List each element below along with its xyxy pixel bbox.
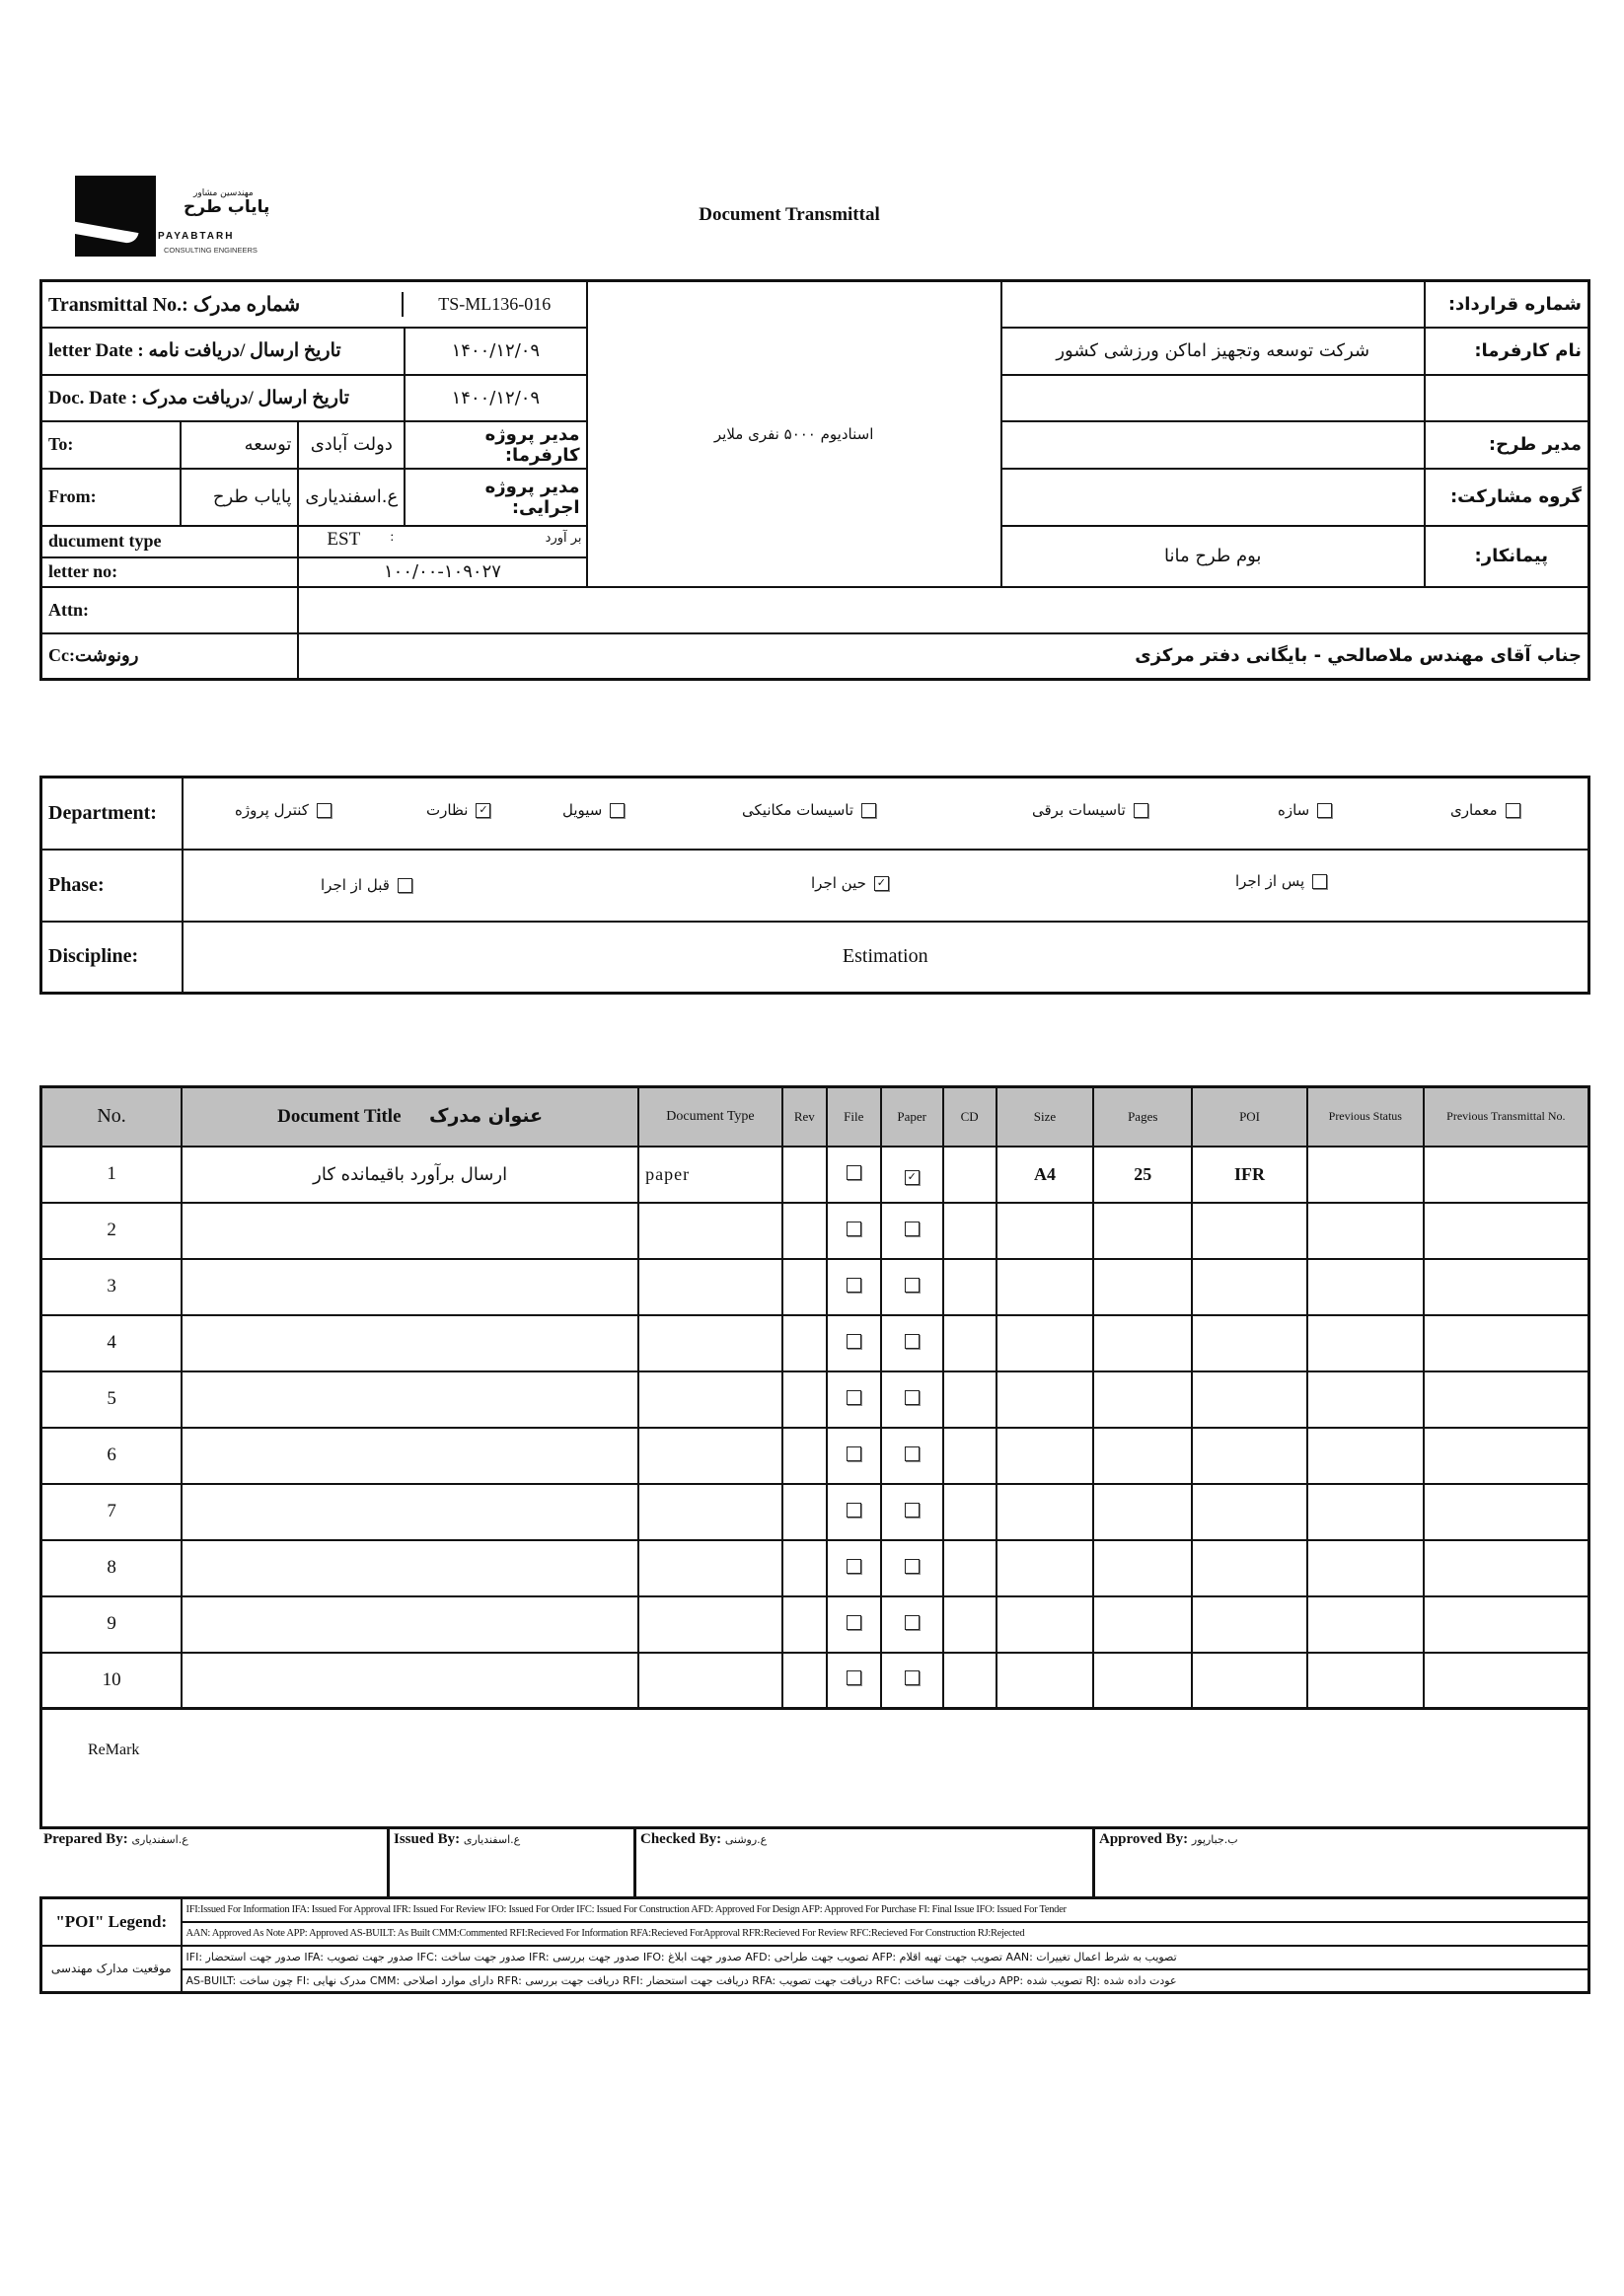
checkbox-checked[interactable]: ✓ bbox=[476, 803, 490, 818]
pages-cell[interactable] bbox=[1093, 1315, 1192, 1371]
project-manager-label: مدیر طرح: bbox=[1425, 421, 1589, 469]
previous-status-cell[interactable] bbox=[1307, 1428, 1424, 1484]
checkbox[interactable] bbox=[905, 1334, 920, 1349]
rev-cell[interactable] bbox=[782, 1147, 827, 1203]
doc-date-label: Doc. Date : تاریخ ارسال /دریافت مدرک bbox=[41, 375, 406, 421]
poi-legend-table bbox=[39, 1896, 1590, 1994]
document-title-cell[interactable] bbox=[182, 1484, 638, 1540]
blank-field-label bbox=[1425, 375, 1589, 421]
pages-cell[interactable] bbox=[1093, 1540, 1192, 1596]
to-person: دولت آبادی bbox=[298, 421, 405, 469]
previous-transmittal-cell[interactable] bbox=[1424, 1596, 1589, 1653]
attn-label: Attn: bbox=[41, 587, 299, 633]
col-pages: Pages bbox=[1093, 1087, 1192, 1147]
department-option-civil[interactable]: سیویل bbox=[562, 801, 625, 819]
cd-cell[interactable] bbox=[943, 1147, 997, 1203]
document-type-cell[interactable] bbox=[638, 1315, 782, 1371]
document-title-cell[interactable] bbox=[182, 1596, 638, 1653]
project-name: اسنادیوم ۵۰۰۰ نفری ملایر bbox=[587, 281, 1001, 587]
checkbox[interactable] bbox=[1506, 803, 1520, 818]
table-row bbox=[41, 1371, 1589, 1428]
paper-checkbox-cell bbox=[881, 1259, 943, 1315]
poi-cell[interactable] bbox=[1192, 1540, 1307, 1596]
letter-date-label: letter Date : تاریخ ارسال /دریافت نامه bbox=[41, 328, 406, 375]
transmittal-no-value: TS-ML136-016 bbox=[438, 293, 552, 314]
paper-checkbox-cell bbox=[881, 1371, 943, 1428]
department-options bbox=[183, 778, 1589, 850]
previous-transmittal-cell[interactable] bbox=[1424, 1653, 1589, 1709]
poi-cell[interactable] bbox=[1192, 1653, 1307, 1709]
row-number[interactable]: 1 bbox=[41, 1147, 183, 1203]
paper-checkbox-cell bbox=[881, 1596, 943, 1653]
signature-prepared: Prepared By: ع.اسفندیاری bbox=[39, 1827, 390, 1898]
document-title-cell[interactable]: ارسال برآورد باقیمانده کار bbox=[182, 1147, 638, 1203]
size-cell[interactable] bbox=[997, 1315, 1094, 1371]
client-name-label: نام کارفرما: bbox=[1425, 328, 1589, 375]
poi-cell[interactable] bbox=[1192, 1484, 1307, 1540]
row-number[interactable]: 10 bbox=[41, 1653, 183, 1709]
document-type-cell[interactable] bbox=[638, 1540, 782, 1596]
remark-label: ReMark bbox=[88, 1741, 140, 1758]
document-title-cell[interactable] bbox=[182, 1203, 638, 1259]
letter-date-value: ۱۴۰۰/۱۲/۰۹ bbox=[405, 328, 586, 375]
checkbox-checked[interactable]: ✓ bbox=[905, 1170, 920, 1185]
paper-checkbox-cell bbox=[881, 1653, 943, 1709]
pages-cell[interactable]: 25 bbox=[1093, 1147, 1192, 1203]
poi-cell[interactable] bbox=[1192, 1596, 1307, 1653]
cd-cell[interactable] bbox=[943, 1484, 997, 1540]
checkbox[interactable] bbox=[905, 1278, 920, 1293]
cd-cell[interactable] bbox=[943, 1315, 997, 1371]
row-number[interactable]: 2 bbox=[41, 1203, 183, 1259]
letter-no-value: ۱۰۰/۰۰-۱۰۹۰۲۷ bbox=[298, 557, 586, 587]
previous-status-cell[interactable] bbox=[1307, 1596, 1424, 1653]
document-type-cell[interactable] bbox=[638, 1428, 782, 1484]
poi-cell[interactable] bbox=[1192, 1315, 1307, 1371]
previous-status-cell[interactable] bbox=[1307, 1259, 1424, 1315]
col-rev: Rev bbox=[782, 1087, 827, 1147]
department-option-project-control[interactable]: کنترل پروژه bbox=[235, 801, 332, 819]
previous-transmittal-cell[interactable] bbox=[1424, 1371, 1589, 1428]
col-paper: Paper bbox=[881, 1087, 943, 1147]
file-checkbox-cell bbox=[827, 1147, 881, 1203]
row-number[interactable]: 4 bbox=[41, 1315, 183, 1371]
engineering-docs-status-label: موقعیت مدارک مهندسی bbox=[41, 1946, 182, 1993]
rev-cell[interactable] bbox=[782, 1484, 827, 1540]
size-cell[interactable]: A4 bbox=[997, 1147, 1094, 1203]
table-row bbox=[41, 1259, 1589, 1315]
row-number[interactable]: 5 bbox=[41, 1371, 183, 1428]
poi-legend-en-line2: AAN: Approved As Note APP: Approved AS-BUILT: As Built CMM:Commented RFI:Recieved For Information RFA:Recieved ForApproval RFR:Recieved For Review RFC:Recieved For Construction RJ:Rejected bbox=[182, 1922, 1589, 1946]
checkbox[interactable] bbox=[905, 1390, 920, 1405]
file-checkbox-cell bbox=[827, 1484, 881, 1540]
department-option-electrical[interactable]: تاسیسات برقی bbox=[1032, 801, 1148, 819]
partnership-group-label: گروه مشارکت: bbox=[1425, 469, 1589, 526]
poi-legend-label: "POI" Legend: bbox=[41, 1898, 182, 1946]
logo-subtitle-fa: مهندسین مشاور bbox=[193, 188, 254, 198]
poi-legend-fa-line2: AS-BUILT: چون ساخت FI: مدرک نهایی CMM: دارای موارد اصلاحی RFR: دریافت جهت بررسی RFI: دریافت جهت استحضار RFA: دریافت جهت تصویب RFC: دریافت جهت ساخت APP: تصویب شده RJ: عودت داده شده bbox=[182, 1969, 1589, 1993]
checkbox[interactable] bbox=[905, 1559, 920, 1574]
previous-status-cell[interactable] bbox=[1307, 1540, 1424, 1596]
rev-cell[interactable] bbox=[782, 1315, 827, 1371]
document-type-cell[interactable] bbox=[638, 1259, 782, 1315]
signature-checked: Checked By: ع.روشنی bbox=[636, 1827, 1095, 1898]
previous-transmittal-cell[interactable] bbox=[1424, 1315, 1589, 1371]
cc-label: Cc:رونوشت bbox=[41, 633, 299, 680]
pages-cell[interactable] bbox=[1093, 1371, 1192, 1428]
col-file: File bbox=[827, 1087, 881, 1147]
project-manager-value bbox=[1001, 421, 1425, 469]
cd-cell[interactable] bbox=[943, 1540, 997, 1596]
col-previous-transmittal: Previous Transmittal No. bbox=[1424, 1087, 1589, 1147]
previous-status-cell[interactable] bbox=[1307, 1653, 1424, 1709]
cd-cell[interactable] bbox=[943, 1428, 997, 1484]
size-cell[interactable] bbox=[997, 1653, 1094, 1709]
col-type: Document Type bbox=[638, 1087, 782, 1147]
checkbox[interactable] bbox=[905, 1446, 920, 1461]
logo-name-en: PAYABTARH bbox=[158, 231, 235, 242]
to-role-label: مدیر پروژه کارفرما: bbox=[405, 421, 586, 469]
poi-cell[interactable] bbox=[1192, 1428, 1307, 1484]
doc-date-value: ۱۴۰۰/۱۲/۰۹ bbox=[405, 375, 586, 421]
phase-option-before[interactable]: قبل از اجرا bbox=[321, 876, 412, 894]
paper-checkbox-cell bbox=[881, 1315, 943, 1371]
file-checkbox-cell bbox=[827, 1259, 881, 1315]
document-type-cell[interactable]: paper bbox=[638, 1147, 782, 1203]
attn-value bbox=[298, 587, 1588, 633]
checkbox[interactable] bbox=[610, 803, 625, 818]
pages-cell[interactable] bbox=[1093, 1428, 1192, 1484]
logo-name-fa: پایاب طرح bbox=[184, 197, 270, 217]
previous-transmittal-cell[interactable] bbox=[1424, 1540, 1589, 1596]
contractor-value: بوم طرح مانا bbox=[1001, 526, 1425, 587]
checkbox[interactable] bbox=[847, 1559, 861, 1574]
file-checkbox-cell bbox=[827, 1653, 881, 1709]
rev-cell[interactable] bbox=[782, 1596, 827, 1653]
department-label: Department: bbox=[41, 778, 183, 850]
cd-cell[interactable] bbox=[943, 1259, 997, 1315]
table-header-row bbox=[41, 1087, 1589, 1147]
checkbox[interactable] bbox=[847, 1334, 861, 1349]
checkbox[interactable] bbox=[398, 878, 412, 893]
poi-legend-en-line1: IFI:Issued For Information IFA: Issued For Approval IFR: Issued For Review IFO: Issued For Order IFC: Issued For Construction AFD: Approved For Design AFP: Approved For Purchase FI: Final Issue IFO: Issued For Tender bbox=[182, 1898, 1589, 1922]
paper-checkbox-cell bbox=[881, 1428, 943, 1484]
col-no: No. bbox=[41, 1087, 183, 1147]
paper-checkbox-cell bbox=[881, 1540, 943, 1596]
documents-table bbox=[39, 1085, 1590, 1710]
contract-no-value bbox=[1001, 281, 1425, 328]
previous-status-cell[interactable] bbox=[1307, 1203, 1424, 1259]
table-row bbox=[41, 1596, 1589, 1653]
size-cell[interactable] bbox=[997, 1428, 1094, 1484]
document-type-code: EST bbox=[327, 528, 361, 550]
previous-status-cell[interactable] bbox=[1307, 1315, 1424, 1371]
document-type-fa: بر آورد bbox=[545, 530, 582, 546]
row-number[interactable]: 3 bbox=[41, 1259, 183, 1315]
cd-cell[interactable] bbox=[943, 1596, 997, 1653]
table-row bbox=[41, 1147, 1589, 1203]
document-type-cell[interactable] bbox=[638, 1596, 782, 1653]
transmittal-info-table bbox=[39, 279, 1590, 681]
checkbox[interactable] bbox=[905, 1670, 920, 1685]
row-number[interactable]: 6 bbox=[41, 1428, 183, 1484]
rev-cell[interactable] bbox=[782, 1428, 827, 1484]
row-number[interactable]: 8 bbox=[41, 1540, 183, 1596]
size-cell[interactable] bbox=[997, 1371, 1094, 1428]
contract-no-label: شماره قرارداد: bbox=[1425, 281, 1589, 328]
rev-cell[interactable] bbox=[782, 1203, 827, 1259]
cd-cell[interactable] bbox=[943, 1371, 997, 1428]
signature-issued: Issued By: ع.اسفندیاری bbox=[390, 1827, 636, 1898]
checkbox[interactable] bbox=[847, 1278, 861, 1293]
checkbox[interactable] bbox=[847, 1670, 861, 1685]
logo-subtitle-en: CONSULTING ENGINEERS bbox=[164, 246, 258, 255]
previous-transmittal-cell[interactable] bbox=[1424, 1259, 1589, 1315]
col-size: Size bbox=[997, 1087, 1094, 1147]
checkbox[interactable] bbox=[1312, 874, 1327, 889]
checkbox[interactable] bbox=[1317, 803, 1332, 818]
document-title-cell[interactable] bbox=[182, 1371, 638, 1428]
discipline-value: Estimation bbox=[183, 922, 1589, 994]
file-checkbox-cell bbox=[827, 1371, 881, 1428]
file-checkbox-cell bbox=[827, 1596, 881, 1653]
size-cell[interactable] bbox=[997, 1540, 1094, 1596]
checkbox-checked[interactable]: ✓ bbox=[874, 876, 889, 891]
rev-cell[interactable] bbox=[782, 1653, 827, 1709]
pages-cell[interactable] bbox=[1093, 1259, 1192, 1315]
previous-status-cell[interactable] bbox=[1307, 1371, 1424, 1428]
document-type-cell[interactable] bbox=[638, 1203, 782, 1259]
pages-cell[interactable] bbox=[1093, 1596, 1192, 1653]
poi-legend-fa-line1: IFI: صدور جهت استحضار IFA: صدور جهت تصویب IFC: صدور جهت ساخت IFR: صدور جهت بررسی IFO: صدور جهت ابلاغ AFD: تصویب جهت طراحی AFP: تصویب جهت تهیه اقلام AAN: تصویب به شرط اعمال تغییرات bbox=[182, 1946, 1589, 1969]
pages-cell[interactable] bbox=[1093, 1484, 1192, 1540]
file-checkbox-cell bbox=[827, 1315, 881, 1371]
checkbox[interactable] bbox=[847, 1615, 861, 1630]
col-title: Document Title عنوان مدرک bbox=[182, 1087, 638, 1147]
col-poi: POI bbox=[1192, 1087, 1307, 1147]
poi-cell[interactable] bbox=[1192, 1371, 1307, 1428]
cd-cell[interactable] bbox=[943, 1203, 997, 1259]
checkbox[interactable] bbox=[905, 1222, 920, 1236]
checkbox[interactable] bbox=[1134, 803, 1148, 818]
table-row bbox=[41, 1203, 1589, 1259]
from-person: ع.اسفندیاری bbox=[298, 469, 405, 526]
checkbox[interactable] bbox=[905, 1615, 920, 1630]
letter-no-label: letter no: bbox=[41, 557, 299, 587]
pages-cell[interactable] bbox=[1093, 1653, 1192, 1709]
paper-checkbox-cell bbox=[881, 1203, 943, 1259]
size-cell[interactable] bbox=[997, 1259, 1094, 1315]
partnership-group-value bbox=[1001, 469, 1425, 526]
paper-checkbox-cell bbox=[881, 1484, 943, 1540]
previous-transmittal-cell[interactable] bbox=[1424, 1203, 1589, 1259]
document-type-value: EST : بر آورد bbox=[298, 526, 586, 557]
from-label: From: bbox=[41, 469, 181, 526]
previous-status-cell[interactable] bbox=[1307, 1484, 1424, 1540]
client-name-value: شرکت توسعه وتجهیز اماکن ورزشی کشور bbox=[1001, 328, 1425, 375]
checkbox[interactable] bbox=[847, 1390, 861, 1405]
document-type-cell[interactable] bbox=[638, 1484, 782, 1540]
blank-field-value bbox=[1001, 375, 1425, 421]
poi-cell[interactable] bbox=[1192, 1259, 1307, 1315]
document-title-cell[interactable] bbox=[182, 1315, 638, 1371]
table-row bbox=[41, 1315, 1589, 1371]
table-row bbox=[41, 1653, 1589, 1709]
checkbox[interactable] bbox=[861, 803, 876, 818]
phase-option-during[interactable]: ✓ حین اجرا bbox=[811, 874, 889, 892]
checkbox[interactable] bbox=[847, 1446, 861, 1461]
document-title-cell[interactable] bbox=[182, 1653, 638, 1709]
document-type-cell[interactable] bbox=[638, 1371, 782, 1428]
page-title: Document Transmittal bbox=[699, 204, 880, 225]
rev-cell[interactable] bbox=[782, 1259, 827, 1315]
table-row bbox=[41, 1428, 1589, 1484]
table-row bbox=[41, 1484, 1589, 1540]
from-role-label: مدیر پروژه اجرایی: bbox=[405, 469, 586, 526]
size-cell[interactable] bbox=[997, 1484, 1094, 1540]
cd-cell[interactable] bbox=[943, 1653, 997, 1709]
document-title-cell[interactable] bbox=[182, 1259, 638, 1315]
pages-cell[interactable] bbox=[1093, 1203, 1192, 1259]
document-type-cell[interactable] bbox=[638, 1653, 782, 1709]
document-type-label: ducument type bbox=[41, 526, 299, 557]
col-cd: CD bbox=[943, 1087, 997, 1147]
transmittal-no-label: Transmittal No.: شماره مدرک bbox=[42, 292, 403, 317]
company-logo-mark bbox=[75, 176, 156, 257]
contractor-label: پیمانکار: bbox=[1425, 526, 1589, 587]
row-number[interactable]: 7 bbox=[41, 1484, 183, 1540]
from-org: پایاب طرح bbox=[181, 469, 299, 526]
previous-transmittal-cell[interactable] bbox=[1424, 1428, 1589, 1484]
phase-option-after[interactable]: پس از اجرا bbox=[1235, 872, 1327, 890]
department-option-supervision[interactable]: ✓ نظارت bbox=[426, 801, 490, 819]
document-title-cell[interactable] bbox=[182, 1428, 638, 1484]
department-option-mechanical[interactable]: تاسیسات مکانیکی bbox=[742, 801, 876, 819]
phase-label: Phase: bbox=[41, 850, 183, 922]
rev-cell[interactable] bbox=[782, 1540, 827, 1596]
file-checkbox-cell bbox=[827, 1203, 881, 1259]
table-row bbox=[41, 1540, 1589, 1596]
department-option-structure[interactable]: سازه bbox=[1278, 801, 1332, 819]
previous-status-cell[interactable] bbox=[1307, 1147, 1424, 1203]
discipline-label: Discipline: bbox=[41, 922, 183, 994]
col-previous-status: Previous Status bbox=[1307, 1087, 1424, 1147]
checkbox[interactable] bbox=[847, 1165, 861, 1180]
file-checkbox-cell bbox=[827, 1428, 881, 1484]
row-number[interactable]: 9 bbox=[41, 1596, 183, 1653]
previous-transmittal-cell[interactable] bbox=[1424, 1484, 1589, 1540]
to-org: توسعه bbox=[181, 421, 299, 469]
paper-checkbox-cell bbox=[881, 1147, 943, 1203]
previous-transmittal-cell[interactable] bbox=[1424, 1147, 1589, 1203]
checkbox[interactable] bbox=[847, 1222, 861, 1236]
department-option-architecture[interactable]: معماری bbox=[1450, 801, 1520, 819]
remark-box[interactable] bbox=[39, 1710, 1590, 1829]
cc-value: جناب آقای مهندس ملاصالحي - بایگانی دفتر مرکزی bbox=[298, 633, 1588, 680]
checkbox[interactable] bbox=[905, 1503, 920, 1518]
size-cell[interactable] bbox=[997, 1596, 1094, 1653]
to-label: To: bbox=[41, 421, 181, 469]
document-title-cell[interactable] bbox=[182, 1540, 638, 1596]
size-cell[interactable] bbox=[997, 1203, 1094, 1259]
checkbox[interactable] bbox=[847, 1503, 861, 1518]
poi-cell[interactable]: IFR bbox=[1192, 1147, 1307, 1203]
checkbox[interactable] bbox=[317, 803, 332, 818]
rev-cell[interactable] bbox=[782, 1371, 827, 1428]
poi-cell[interactable] bbox=[1192, 1203, 1307, 1259]
signature-approved: Approved By: ب.جبارپور bbox=[1095, 1827, 1590, 1898]
file-checkbox-cell bbox=[827, 1540, 881, 1596]
